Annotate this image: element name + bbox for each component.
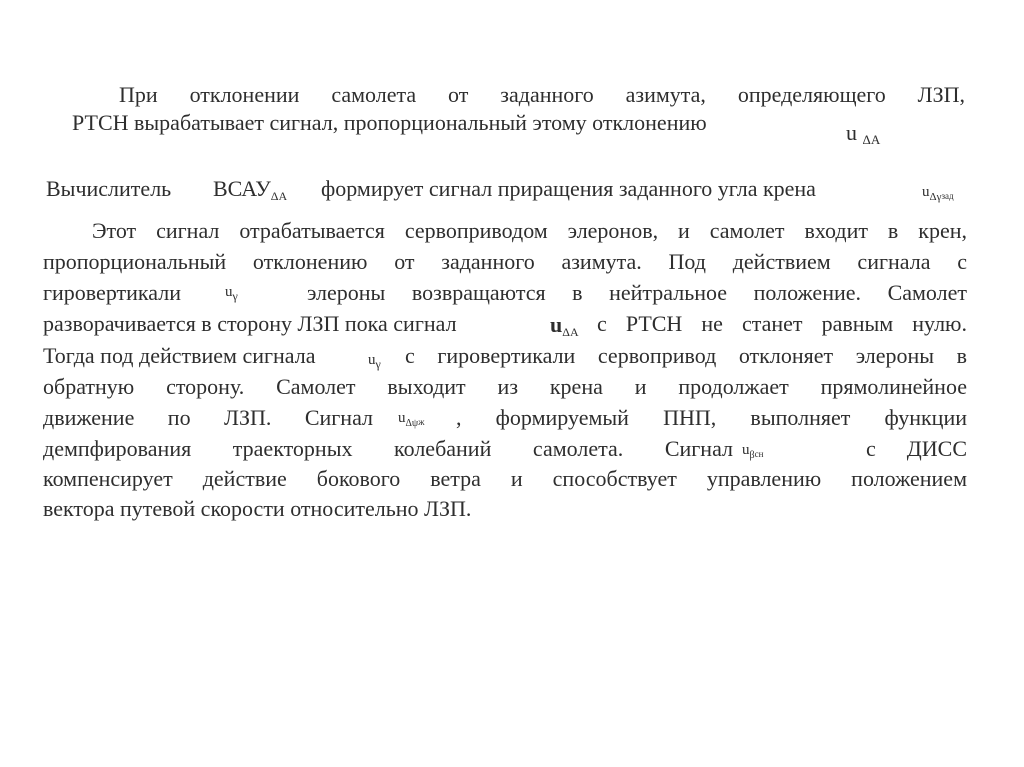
p3-line4-start: разворачивается в сторону ЛЗП пока сигнал <box>43 311 457 336</box>
p2-rest: формирует сигнал приращения заданного угла крена <box>321 176 816 201</box>
p3-line8-start: демпфирования траекторных колебаний самолета. Сигнал <box>43 436 733 461</box>
symbol-u-delta-psi-zh: $u_{\Delta\psi}ж$ <box>398 410 425 429</box>
p1-line1: При отклонении самолета от заданного азимута, определяющего ЛЗП, <box>119 82 965 107</box>
symbol-u-delta-a-2: $u_{\Delta A}$ <box>550 312 579 339</box>
p3-line8-end: с ДИСС <box>866 436 967 461</box>
p3-line7-end: , формируемый ПНП, выполняет функции <box>456 405 967 430</box>
p3-line9: компенсирует действие бокового ветра и способствует управлению положением <box>43 466 967 491</box>
p3-line5-start: Тогда под действием сигнала <box>43 343 316 368</box>
p3-line3-start: гировертикали <box>43 280 181 305</box>
p3-line4-end: с РТСН не станет равным нулю. <box>597 311 967 336</box>
p3-line10: вектора путевой скорости относительно ЛЗП. <box>43 496 472 521</box>
symbol-u-gamma: $u_\gamma$ <box>225 284 238 303</box>
p2-word-vychislitel: Вычислитель <box>46 176 172 201</box>
symbol-u-delta-a: u $_{\Delta A}$ <box>846 120 881 147</box>
p3-line6: обратную сторону. Самолет выходит из крена и продолжает прямолинейное <box>43 374 967 399</box>
p1-line2: РТСН вырабатывает сигнал, пропорциональный этому отклонению <box>72 110 707 135</box>
symbol-vsau: $ВСАУ_{\Delta A}$ <box>213 176 288 203</box>
p3-line2: пропорциональный отклонению от заданного азимута. Под действием сигнала с <box>43 249 967 274</box>
symbol-u-gamma-2: $u_\gamma$ <box>368 352 381 371</box>
symbol-u-delta-gamma-zad: $u_{\Delta\gamma}зад$ <box>922 184 954 203</box>
p3-line7-start: движение по ЛЗП. Сигнал <box>43 405 373 430</box>
p3-line5-end: с гировертикали сервопривод отклоняет элероны в <box>405 343 967 368</box>
p3-line3-end: элероны возвращаются в нейтральное положение. Самолет <box>307 280 967 305</box>
symbol-u-beta-sn: $u_\beta сн$ <box>742 442 764 461</box>
p3-line1: Этот сигнал отрабатывается сервоприводом элеронов, и самолет входит в крен, <box>92 218 967 243</box>
